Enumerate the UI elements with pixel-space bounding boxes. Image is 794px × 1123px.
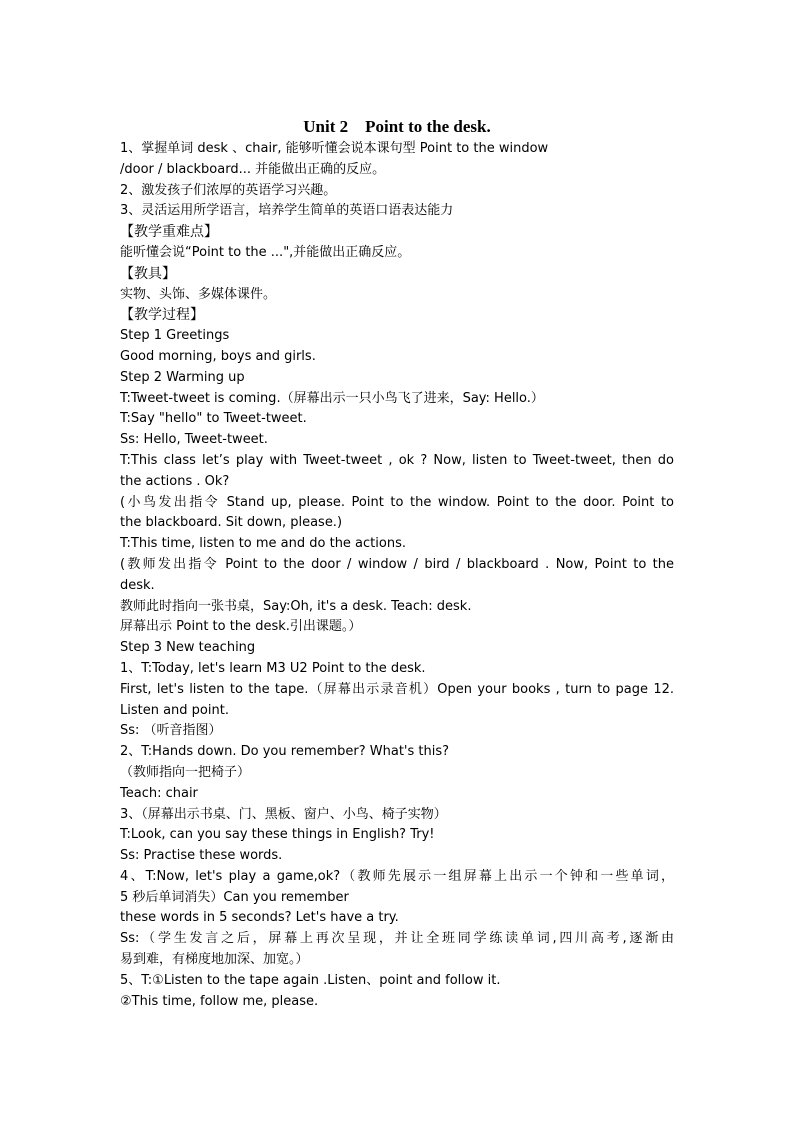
text-line: 2、T:Hands down. Do you remember? What's this? — [120, 744, 450, 760]
text-line: 3、（屏幕出示书桌、门、黑板、窗户、小鸟、椅子实物） — [120, 806, 447, 822]
text-line: (教师发出指令 Point to the door / window / bird / blackboard . Now, Point to the — [120, 556, 674, 572]
text-line: 教师此时指向一张书桌，Say:Oh, it's a desk. Teach: desk. — [120, 598, 472, 614]
step-3-heading: Step 3 New teaching — [120, 640, 256, 656]
text-line: T:Tweet-tweet is coming.（屏幕出示一只小鸟飞了进来，Say: Hello.） — [120, 390, 544, 406]
text-line: 屏幕出示 Point to the desk.引出课题。） — [120, 619, 362, 635]
text-line: 1、T:Today, let's learn M3 U2 Point to the desk. — [120, 660, 426, 676]
text-line: (小鸟发出指令 Stand up, please. Point to the window. Point to the door. Point to — [120, 494, 674, 510]
text-line: Ss: Practise these words. — [120, 848, 283, 864]
text-line: Ss: Hello, Tweet-tweet. — [120, 432, 268, 448]
page-title: Unit 2 Point to the desk. — [303, 117, 491, 136]
text-line: desk. — [120, 577, 155, 593]
text-line: the blackboard. Sit down, please.) — [120, 515, 343, 531]
text-line: 易到难，有梯度地加深、加宽。） — [120, 952, 309, 968]
text-line: T:This time, listen to me and do the actions. — [120, 536, 406, 552]
text-line: 5 秒后单词消失）Can you remember — [120, 889, 349, 905]
section-heading-key-points: 【教学重难点】 — [120, 224, 218, 241]
text-line: T:This class let’s play with Tweet-tweet , ok ? Now, listen to Tweet-tweet, then do — [120, 452, 674, 468]
text-line: Ss:（学生发言之后，屏幕上再次呈现，并让全班同学练读单词,四川高考,逐渐由 — [120, 931, 674, 947]
text-line: （教师指向一把椅子） — [120, 764, 251, 780]
text-line: 4、T:Now, let's play a game,ok?（教师先展示一组屏幕上出示一个钟和一些单词， — [120, 868, 674, 884]
text-line: these words in 5 seconds? Let's have a try. — [120, 910, 399, 926]
objective-1: 1、掌握单词 desk 、chair, 能够听懂会说本课句型 Point to the window — [120, 141, 549, 156]
text-line: T:Look, can you say these things in English? Try! — [120, 827, 435, 843]
step-1-heading: Step 1 Greetings — [120, 328, 230, 344]
objective-2: 2、激发孩子们浓厚的英语学习兴趣。 — [120, 182, 337, 198]
step-2-heading: Step 2 Warming up — [120, 369, 245, 385]
text-line: Listen and point. — [120, 702, 229, 718]
text-line: 5、T:①Listen to the tape again .Listen、point and follow it. — [120, 972, 501, 988]
text-line: T:Say "hello" to Tweet-tweet. — [120, 411, 307, 427]
key-points-text: 能听懂会说“Point to the ...",并能做出正确反应。 — [120, 244, 411, 260]
section-heading-teaching-aids: 【教具】 — [120, 265, 176, 282]
text-line: Teach: chair — [120, 785, 198, 801]
section-heading-process: 【教学过程】 — [120, 307, 204, 324]
text-line: ②This time, follow me, please. — [120, 993, 319, 1009]
text-line: the actions . Ok? — [120, 473, 230, 489]
objective-1-cont: /door / blackboard... 并能做出正确的反应。 — [120, 161, 386, 177]
objective-3: 3、灵活运用所学语言，培养学生简单的英语口语表达能力 — [120, 203, 454, 219]
text-line: Ss: （听音指图） — [120, 723, 222, 739]
text-line: Good morning, boys and girls. — [120, 348, 316, 364]
text-line: First, let's listen to the tape.（屏幕出示录音机）Open your books , turn to page 12. — [120, 681, 674, 697]
teaching-aids-text: 实物、头饰、多媒体课件。 — [120, 286, 277, 302]
document-body — [120, 139, 674, 1012]
